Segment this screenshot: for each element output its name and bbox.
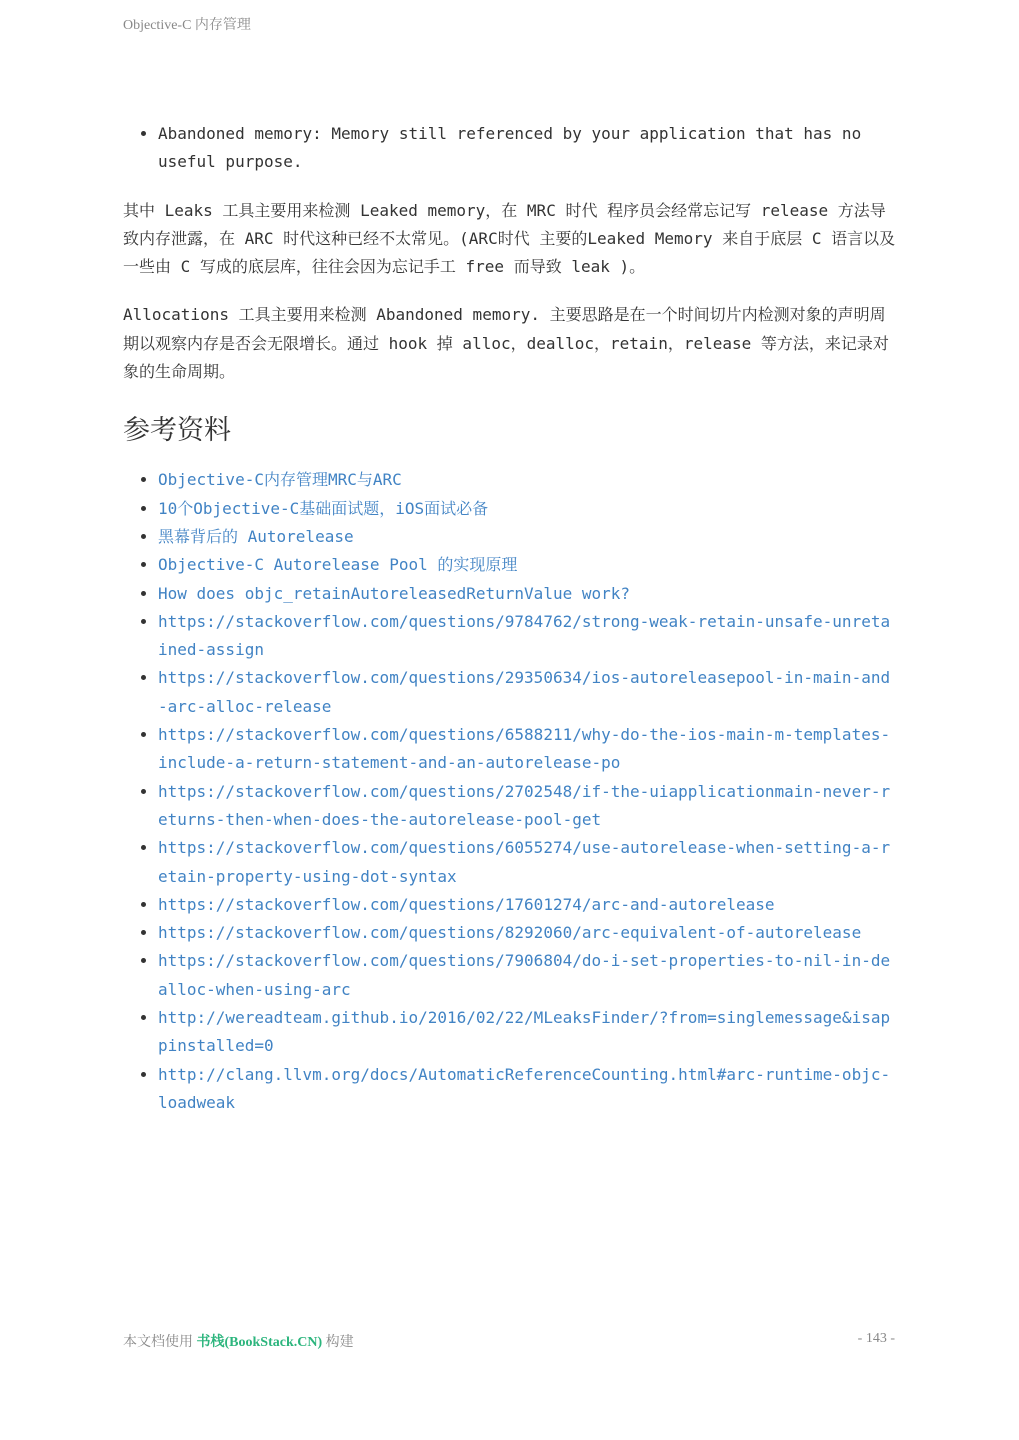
reference-item	[158, 664, 898, 721]
footer-brand-link[interactable]: 书栈(BookStack.CN)	[196, 1335, 323, 1350]
reference-item	[158, 1004, 898, 1061]
paragraph-allocations: Allocations 工具主要用来检测 Abandoned memory. 主要思路是在一个时间切片内检测对象的声明周期以观察内存是否会无限增长。通过 hook 掉 alloc，dealloc，retain，release 等方法，来记录对象的生命周期。	[123, 305, 889, 382]
footer-suffix: 构建	[325, 1335, 354, 1350]
reference-item	[158, 919, 898, 947]
list-item: • Abandoned memory: Memory still referenced by your application that has no useful purpose.	[158, 120, 898, 177]
reference-item	[158, 608, 898, 665]
section-heading-references: 参考资料	[123, 415, 231, 447]
page-number: - 143 -	[857, 1331, 895, 1346]
reference-link[interactable]: https://stackoverflow.com/questions/6055274/use-autorelease-when-setting-a-retain-property-using-dot-syntax	[158, 838, 891, 886]
paragraph-leaks: 其中 Leaks 工具主要用来检测 Leaked memory，在 MRC 时代 程序员会经常忘记写 release 方法导致内存泄露，在 ARC 时代这种已经不太常见。(ARC时代 主要的Leaked Memory 来自于底层 C 语言以及 一些由 C 写成的底层库，往往会因为忘记手工 free 而导致 leak )。	[123, 200, 896, 277]
reference-link[interactable]: https://stackoverflow.com/questions/9784762/strong-weak-retain-unsafe-unretained-assign	[158, 611, 891, 660]
reference-link[interactable]: https://stackoverflow.com/questions/8292060/arc-equivalent-of-autorelease	[158, 923, 862, 943]
reference-item	[158, 495, 898, 523]
reference-item	[158, 551, 898, 579]
reference-item	[158, 721, 898, 778]
reference-link[interactable]: http://wereadteam.github.io/2016/02/22/MLeaksFinder/?from=singlemessage&isappinstalled=0	[158, 1008, 891, 1056]
reference-link[interactable]: https://stackoverflow.com/questions/29350634/ios-autoreleasepool-in-main-and-arc-alloc-release	[158, 668, 891, 716]
reference-link[interactable]: 10个Objective-C基础面试题，iOS面试必备	[158, 498, 489, 518]
intro-list	[123, 120, 898, 177]
reference-link[interactable]: http://clang.llvm.org/docs/AutomaticReferenceCounting.html#arc-runtime-objc-loadweak	[158, 1064, 891, 1112]
footer-credit	[123, 1331, 354, 1351]
reference-link[interactable]: Objective-C Autorelease Pool 的实现原理	[158, 555, 518, 575]
reference-link[interactable]: How does objc_retainAutoreleasedReturnValue work?	[158, 583, 631, 603]
reference-item	[158, 580, 898, 608]
reference-item	[158, 466, 898, 494]
reference-link[interactable]: https://stackoverflow.com/questions/6588211/why-do-the-ios-main-m-templates-include-a-return-statement-and-an-autorelease-po	[158, 725, 891, 773]
reference-link[interactable]: https://stackoverflow.com/questions/7906804/do-i-set-properties-to-nil-in-dealloc-when-using-arc	[158, 951, 891, 999]
reference-link[interactable]: https://stackoverflow.com/questions/2702548/if-the-uiapplicationmain-never-returns-then-when-does-the-autorelease-pool-get	[158, 781, 891, 829]
reference-link[interactable]: Objective-C内存管理MRC与ARC	[158, 470, 402, 490]
reference-item	[158, 778, 898, 835]
main-content	[123, 120, 898, 1117]
reference-list	[123, 466, 898, 1117]
reference-item	[158, 891, 898, 919]
reference-item	[158, 523, 898, 551]
reference-link[interactable]: https://stackoverflow.com/questions/17601274/arc-and-autorelease	[158, 894, 775, 914]
running-header: Objective-C 内存管理	[123, 18, 251, 33]
reference-link[interactable]: 黑幕背后的 Autorelease	[158, 526, 354, 546]
footer-prefix: 本文档使用	[123, 1335, 193, 1350]
reference-item	[158, 947, 898, 1004]
reference-item	[158, 834, 898, 891]
reference-item	[158, 1061, 898, 1118]
